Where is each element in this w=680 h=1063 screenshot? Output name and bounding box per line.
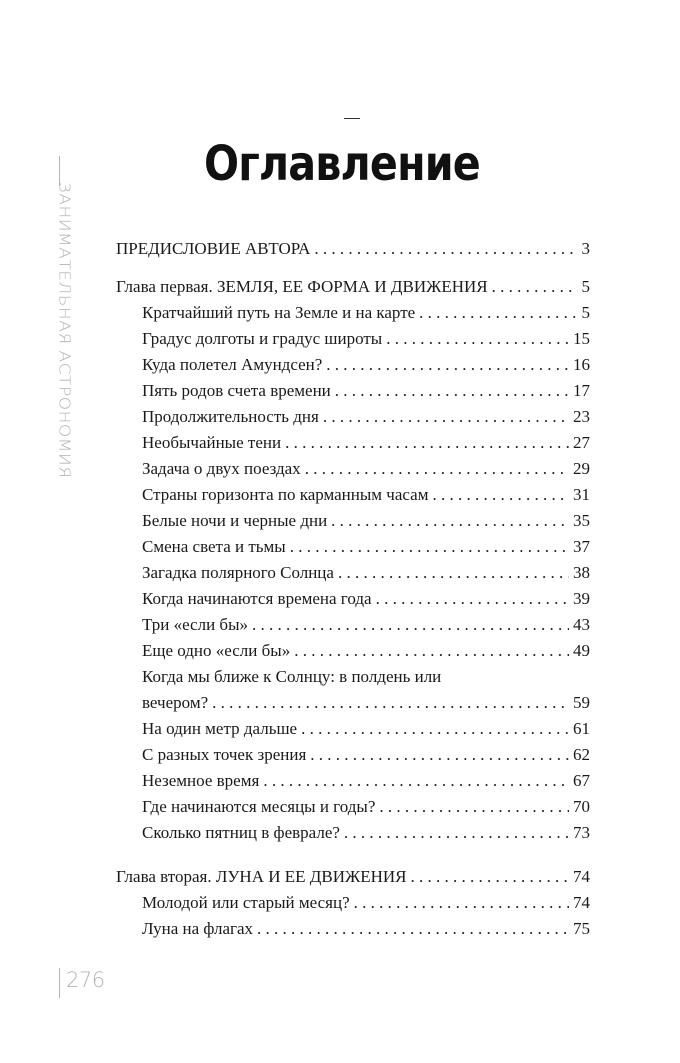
toc-entry-label: Неземное время xyxy=(142,771,260,790)
toc-entry[interactable] xyxy=(116,638,590,664)
toc-entry-label: Когда мы ближе к Солнцу: в полдень или xyxy=(142,667,442,686)
toc-leader-dots xyxy=(301,716,569,742)
toc-entry-chapter-2[interactable] xyxy=(116,864,590,890)
toc-entry-preface[interactable] xyxy=(116,236,590,262)
toc-entry[interactable] xyxy=(116,560,590,586)
toc-entry-label: Еще одно «если бы» xyxy=(142,641,291,660)
toc-leader-dots xyxy=(411,864,570,890)
toc-entry-page: 5 xyxy=(581,303,590,322)
toc-entry[interactable] xyxy=(116,690,590,716)
toc-entry-page: 75 xyxy=(573,919,590,938)
toc-leader-dots xyxy=(323,404,569,430)
toc-entry-label: Пять родов счета времени xyxy=(142,381,331,400)
toc-leader-dots xyxy=(257,916,569,942)
toc-entry-page: 38 xyxy=(573,563,590,582)
toc-entry-label: На один метр дальше xyxy=(142,719,298,738)
toc-leader-dots xyxy=(432,482,569,508)
toc-entry-label: Глава первая. ЗЕМЛЯ, ЕЕ ФОРМА И ДВИЖЕНИЯ xyxy=(116,277,488,296)
toc-entry-page: 37 xyxy=(573,537,590,556)
toc-entry[interactable] xyxy=(116,586,590,612)
toc-entry-page: 59 xyxy=(573,693,590,712)
toc-entry[interactable] xyxy=(116,742,590,768)
toc-leader-dots xyxy=(386,326,569,352)
toc-entry-label: Три «если бы» xyxy=(142,615,249,634)
toc-entry-page: 35 xyxy=(573,511,590,530)
toc-entry[interactable] xyxy=(116,612,590,638)
toc-entry-label: Сколько пятниц в феврале? xyxy=(142,823,340,842)
toc-entry[interactable] xyxy=(116,404,590,430)
toc-entry[interactable] xyxy=(116,300,590,326)
toc-entry-page: 15 xyxy=(573,329,590,348)
toc-entry-label: Продолжительность дня xyxy=(142,407,319,426)
toc-leader-dots xyxy=(252,612,569,638)
toc-leader-dots xyxy=(335,378,569,404)
toc-entry[interactable] xyxy=(116,508,590,534)
toc-entry-page: 23 xyxy=(573,407,590,426)
toc-leader-dots xyxy=(492,274,578,300)
toc-leader-dots xyxy=(376,586,569,612)
toc-entry-page: 17 xyxy=(573,381,590,400)
toc-entry-label: Страны горизонта по карманным часам xyxy=(142,485,429,504)
toc-leader-dots xyxy=(310,742,569,768)
toc-entry[interactable] xyxy=(116,378,590,404)
top-dash-ornament xyxy=(344,118,360,119)
toc-entry[interactable] xyxy=(116,326,590,352)
toc-leader-dots xyxy=(294,638,569,664)
table-of-contents xyxy=(116,236,590,942)
toc-entry-label: Задача о двух поездах xyxy=(142,459,301,478)
toc-entry-label: Загадка полярного Солнца xyxy=(142,563,334,582)
toc-entry-label: Молодой или старый месяц? xyxy=(142,893,350,912)
toc-leader-dots xyxy=(314,236,577,262)
toc-entry[interactable] xyxy=(116,456,590,482)
toc-entry-page: 16 xyxy=(573,355,590,374)
toc-leader-dots xyxy=(326,352,569,378)
toc-entry-page: 74 xyxy=(573,893,590,912)
toc-entry-page: 5 xyxy=(581,277,590,296)
toc-entry-label: Куда полетел Амундсен? xyxy=(142,355,323,374)
toc-entry-page: 3 xyxy=(581,239,590,258)
toc-leader-dots xyxy=(212,690,569,716)
toc-entry-page: 74 xyxy=(573,867,590,886)
toc-leader-dots xyxy=(331,508,569,534)
toc-entry-chapter-1[interactable] xyxy=(116,274,590,300)
toc-entry[interactable] xyxy=(116,352,590,378)
toc-leader-dots xyxy=(285,430,569,456)
toc-leader-dots xyxy=(379,794,569,820)
toc-entry-label: ПРЕДИСЛОВИЕ АВТОРА xyxy=(116,239,311,258)
toc-entry-page: 39 xyxy=(573,589,590,608)
toc-entry-label: Белые ночи и черные дни xyxy=(142,511,328,530)
page-number: 276 xyxy=(66,968,105,992)
toc-entry-label: Глава вторая. ЛУНА И ЕЕ ДВИЖЕНИЯ xyxy=(116,867,407,886)
toc-entry-page: 43 xyxy=(573,615,590,634)
toc-entry-label: Кратчайший путь на Земле и на карте xyxy=(142,303,416,322)
toc-entry[interactable] xyxy=(116,916,590,942)
toc-entry[interactable] xyxy=(116,794,590,820)
toc-entry[interactable] xyxy=(116,716,590,742)
toc-entry-page: 61 xyxy=(573,719,590,738)
toc-leader-dots xyxy=(305,456,569,482)
toc-entry-page: 49 xyxy=(573,641,590,660)
toc-leader-dots xyxy=(419,300,577,326)
running-header-book-title: ЗАНИМАТЕЛЬНАЯ АСТРОНОМИЯ xyxy=(55,182,73,479)
toc-entry[interactable] xyxy=(116,430,590,456)
toc-entry[interactable] xyxy=(116,820,590,846)
toc-entry-label: Где начинаются месяцы и годы? xyxy=(142,797,376,816)
toc-entry-page: 70 xyxy=(573,797,590,816)
toc-entry[interactable] xyxy=(116,534,590,560)
toc-entry[interactable] xyxy=(116,768,590,794)
toc-entry[interactable] xyxy=(116,482,590,508)
toc-entry-page: 62 xyxy=(573,745,590,764)
toc-entry-page: 67 xyxy=(573,771,590,790)
toc-entry-label: Когда начинаются времена года xyxy=(142,589,372,608)
toc-entry-page: 31 xyxy=(573,485,590,504)
toc-entry-continued[interactable] xyxy=(116,664,590,690)
toc-entry-label: Луна на флагах xyxy=(142,919,254,938)
toc-leader-dots xyxy=(344,820,569,846)
toc-leader-dots xyxy=(338,560,569,586)
toc-entry-label: Необычайные тени xyxy=(142,433,282,452)
toc-leader-dots xyxy=(354,890,569,916)
toc-entry-label: С разных точек зрения xyxy=(142,745,307,764)
toc-leader-dots xyxy=(290,534,569,560)
toc-entry-label: Смена света и тьмы xyxy=(142,537,286,556)
toc-leader-dots xyxy=(263,768,569,794)
toc-entry-page: 73 xyxy=(573,823,590,842)
page-number-divider xyxy=(59,968,60,998)
toc-entry[interactable] xyxy=(116,890,590,916)
toc-entry-label: вечером? xyxy=(142,693,209,712)
page-title: Оглавление xyxy=(203,136,480,192)
toc-entry-label: Градус долготы и градус широты xyxy=(142,329,383,348)
toc-entry-page: 29 xyxy=(573,459,590,478)
toc-entry-page: 27 xyxy=(573,433,590,452)
